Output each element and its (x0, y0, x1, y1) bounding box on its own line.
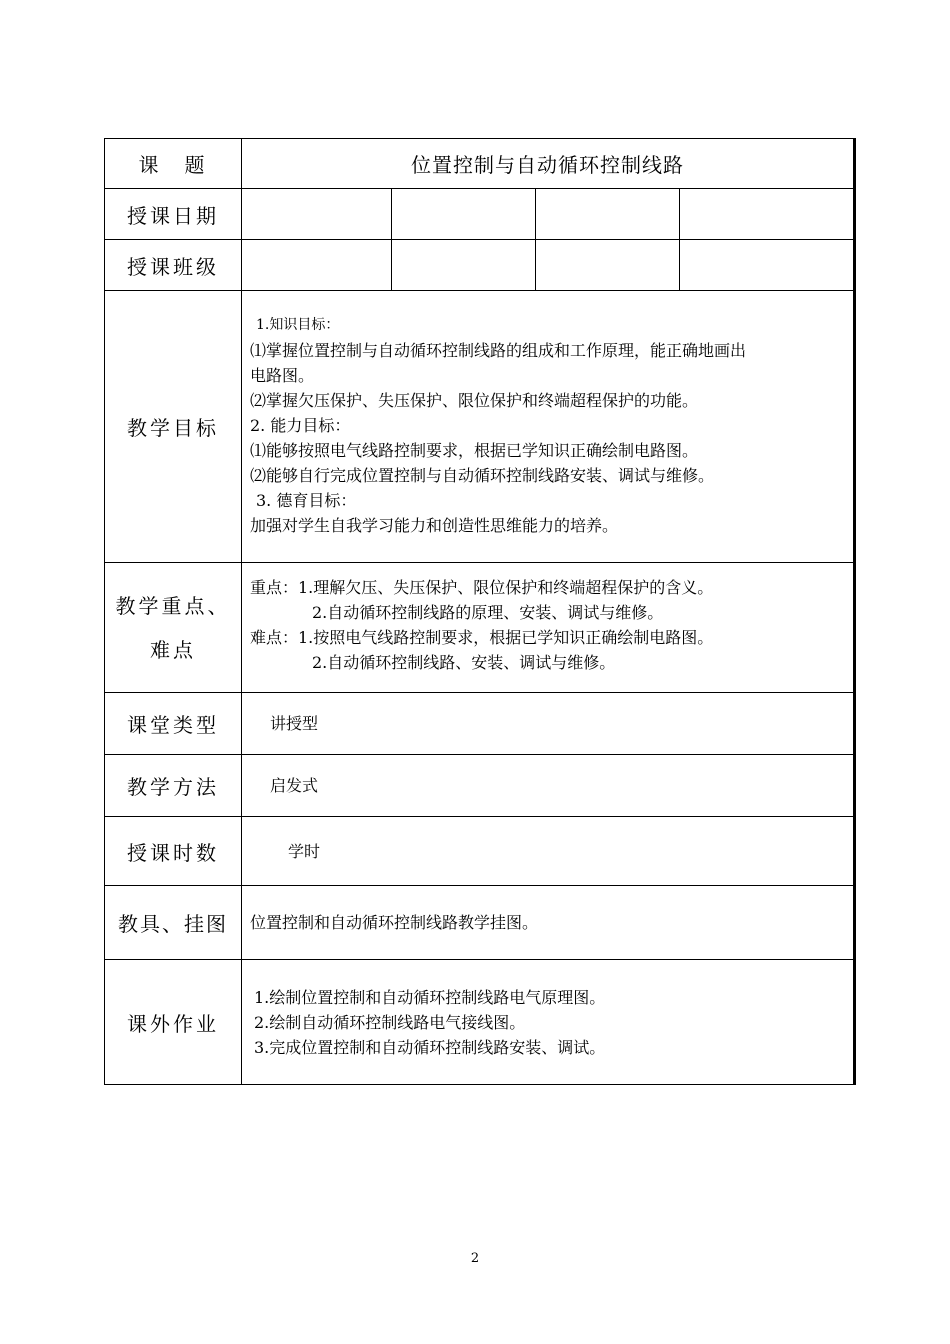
objectives-label: 教学目标 (105, 291, 242, 563)
key-point-line: 难点：1.按照电气线路控制要求，根据已学知识正确绘制电路图。 (250, 628, 714, 647)
date-cell-4 (680, 189, 855, 240)
objectives-content (242, 291, 855, 563)
class-type-label: 课堂类型 (105, 693, 242, 755)
objectives-row (105, 291, 855, 563)
objective-line: 电路图。 (250, 366, 315, 385)
date-row (105, 189, 855, 240)
key-points-row (105, 563, 855, 693)
objective-line: ⑴能够按照电气线路控制要求，根据已学知识正确绘制电路图。 (250, 441, 699, 460)
date-cell-2 (392, 189, 536, 240)
key-points-content (242, 563, 855, 693)
topic-row (105, 139, 855, 189)
topic-title: 位置控制与自动循环控制线路 (242, 139, 855, 189)
tools-value-cell (242, 886, 855, 960)
objective-line: 2. 能力目标： (250, 416, 351, 435)
hours-value: 学时 (288, 841, 321, 861)
tools-label: 教具、挂图 (105, 886, 242, 960)
homework-line: 2.绘制自动循环控制线路电气接线图。 (254, 1012, 526, 1032)
homework-line: 3.完成位置控制和自动循环控制线路安装、调试。 (254, 1037, 606, 1057)
objective-line: ⑵能够自行完成位置控制与自动循环控制线路安装、调试与维修。 (250, 466, 715, 485)
method-label: 教学方法 (105, 755, 242, 817)
date-cell-3 (536, 189, 680, 240)
homework-line: 1.绘制位置控制和自动循环控制线路电气原理图。 (254, 987, 606, 1007)
hours-value-cell (242, 817, 855, 886)
key-points-label (105, 563, 242, 693)
class-row (105, 240, 855, 291)
hours-label: 授课时数 (105, 817, 242, 886)
date-label: 授课日期 (105, 189, 242, 240)
class-label: 授课班级 (105, 240, 242, 291)
homework-row (105, 960, 855, 1085)
method-value-cell (242, 755, 855, 817)
hours-row (105, 817, 855, 886)
class-type-value: 讲授型 (270, 714, 319, 733)
key-point-line: 2.自动循环控制线路、安装、调试与维修。 (312, 653, 616, 672)
tools-value: 位置控制和自动循环控制线路教学挂图。 (250, 913, 539, 932)
class-cell-2 (392, 240, 536, 291)
key-point-line: 2.自动循环控制线路的原理、安装、调试与维修。 (312, 603, 664, 622)
class-cell-4 (680, 240, 855, 291)
key-points-label-line2: 难点 (150, 637, 196, 662)
homework-content (242, 960, 855, 1085)
objective-line: ⑴掌握位置控制与自动循环控制线路的组成和工作原理，能正确地画出 (250, 341, 747, 360)
homework-label: 课外作业 (105, 960, 242, 1085)
key-point-line: 重点：1.理解欠压、失压保护、限位保护和终端超程保护的含义。 (250, 578, 714, 597)
class-type-value-cell (242, 693, 855, 755)
topic-label: 课 题 (105, 139, 242, 189)
tools-row (105, 886, 855, 960)
objective-line: 3. 德育目标： (256, 491, 357, 510)
page-number: 2 (470, 1251, 480, 1266)
method-value: 启发式 (270, 776, 319, 795)
date-cell-1 (242, 189, 392, 240)
class-cell-1 (242, 240, 392, 291)
method-row (105, 755, 855, 817)
class-cell-3 (536, 240, 680, 291)
objective-line: ⑵掌握欠压保护、失压保护、限位保护和终端超程保护的功能。 (250, 391, 699, 410)
objective-line: 加强对学生自我学习能力和创造性思维能力的培养。 (250, 516, 619, 535)
class-type-row (105, 693, 855, 755)
objective-line: 1.知识目标： (256, 317, 340, 333)
key-points-label-line1: 教学重点、 (115, 593, 231, 618)
lesson-plan-table (104, 138, 856, 1085)
